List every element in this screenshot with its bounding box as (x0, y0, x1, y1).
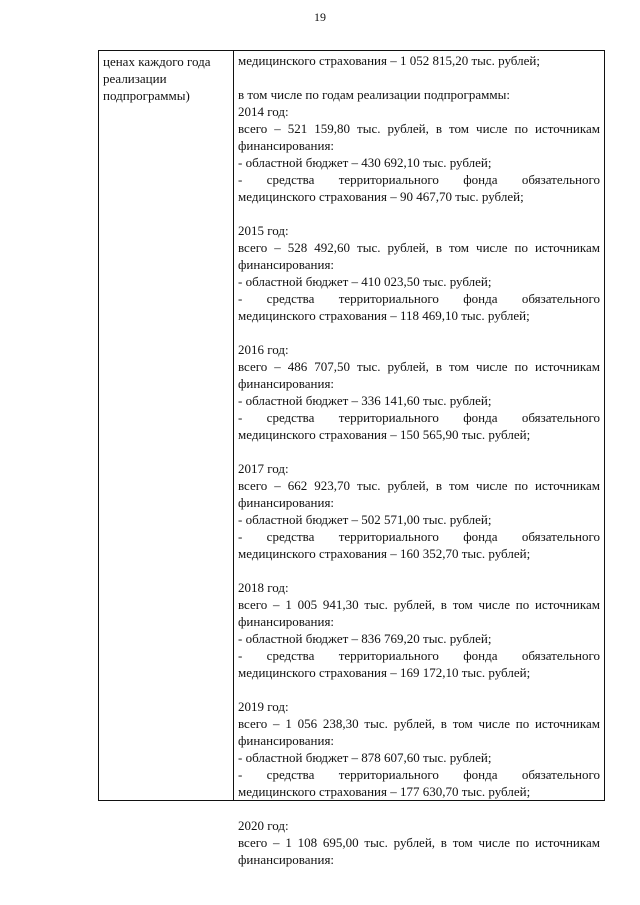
year-fund-continuation-line: медицинского страхования – 90 467,70 тыс. рублей; (238, 189, 524, 204)
year-fund-continuation-line: медицинского страхования – 169 172,10 тыс. рублей; (238, 665, 531, 680)
year-block (238, 103, 600, 205)
year-funding-line: финансирования: (238, 495, 335, 510)
year-fund-continuation-line: медицинского страхования – 177 630,70 тыс. рублей; (238, 784, 531, 799)
year-block (238, 579, 600, 681)
year-block (238, 698, 600, 800)
years-list (238, 103, 600, 817)
year-funding-line: финансирования: (238, 852, 335, 867)
year-regional-budget-line: - областной бюджет – 430 692,10 тыс. рублей; (238, 155, 492, 170)
year-fund-continuation-line: медицинского страхования – 118 469,10 тыс. рублей; (238, 308, 530, 323)
year-fund-line: - средства территориального фонда обязательного (238, 410, 600, 425)
year-fund-line: - средства территориального фонда обязательного (238, 767, 600, 782)
year-total-line: всего – 1 005 941,30 тыс. рублей, в том числе по источникам (238, 597, 600, 612)
year-block (238, 460, 600, 562)
left-column-cell (99, 51, 234, 800)
year-fund-line: - средства территориального фонда обязательного (238, 648, 600, 663)
intro-line: медицинского страхования – 1 052 815,20 тыс. рублей; (238, 53, 540, 68)
year-funding-line: финансирования: (238, 257, 335, 272)
year-heading: 2018 год: (238, 580, 289, 595)
year-total-line: всего – 1 056 238,30 тыс. рублей, в том числе по источникам (238, 716, 600, 731)
year-heading: 2020 год: (238, 818, 289, 833)
year-total-line: всего – 521 159,80 тыс. рублей, в том числе по источникам (238, 121, 600, 136)
right-column-cell (234, 51, 604, 867)
year-regional-budget-line: - областной бюджет – 336 141,60 тыс. рублей; (238, 393, 492, 408)
year-heading: 2019 год: (238, 699, 289, 714)
year-funding-line: финансирования: (238, 376, 335, 391)
year-fund-continuation-line: медицинского страхования – 160 352,70 тыс. рублей; (238, 546, 531, 561)
left-column-line: реализации (103, 71, 167, 86)
year-fund-continuation-line: медицинского страхования – 150 565,90 тыс. рублей; (238, 427, 531, 442)
page-number: 19 (314, 10, 326, 24)
year-heading: 2017 год: (238, 461, 289, 476)
year-fund-line: - средства территориального фонда обязательного (238, 291, 600, 306)
year-fund-line: - средства территориального фонда обязательного (238, 529, 600, 544)
funding-table (98, 50, 605, 867)
year-total-line: всего – 486 707,50 тыс. рублей, в том числе по источникам (238, 359, 600, 374)
year-regional-budget-line: - областной бюджет – 502 571,00 тыс. рублей; (238, 512, 492, 527)
year-heading: 2014 год: (238, 104, 289, 119)
year-block (238, 222, 600, 324)
left-column-line: подпрограммы) (103, 88, 190, 103)
year-regional-budget-line: - областной бюджет – 878 607,60 тыс. рублей; (238, 750, 492, 765)
by-years-line: в том числе по годам реализации подпрограммы: (238, 87, 510, 102)
year-funding-line: финансирования: (238, 138, 335, 153)
year-funding-line: финансирования: (238, 733, 335, 748)
year-funding-line: финансирования: (238, 614, 335, 629)
year-block-2020 (238, 817, 600, 868)
year-heading: 2015 год: (238, 223, 289, 238)
year-total-line: всего – 662 923,70 тыс. рублей, в том числе по источникам (238, 478, 600, 493)
year-total-line: всего – 1 108 695,00 тыс. рублей, в том числе по источникам (238, 835, 600, 850)
year-block (238, 341, 600, 443)
year-heading: 2016 год: (238, 342, 289, 357)
left-column-line: ценах каждого года (103, 54, 211, 69)
year-regional-budget-line: - областной бюджет – 410 023,50 тыс. рублей; (238, 274, 492, 289)
year-fund-line: - средства территориального фонда обязательного (238, 172, 600, 187)
year-regional-budget-line: - областной бюджет – 836 769,20 тыс. рублей; (238, 631, 492, 646)
year-total-line: всего – 528 492,60 тыс. рублей, в том числе по источникам (238, 240, 600, 255)
